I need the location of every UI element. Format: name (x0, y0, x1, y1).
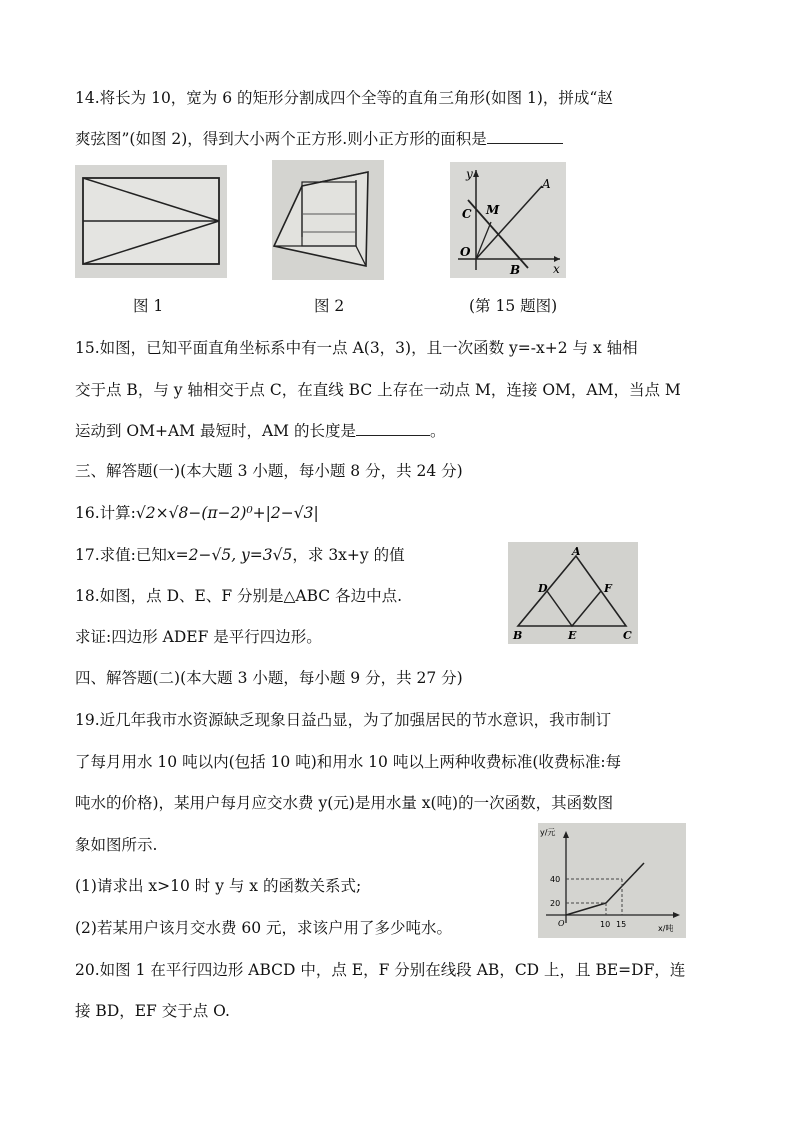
fig18-label-c: C (623, 629, 632, 642)
fig15-label-o: O (460, 245, 471, 259)
q17-prefix: 17.求值:已知 (75, 546, 167, 564)
figure-15-coordinate-plane (450, 162, 566, 278)
q17-suffix: ，求 3x+y 的值 (292, 546, 405, 564)
section-3-title: 三、解答题(一)(本大题 3 小题，每小题 8 分，共 24 分) (75, 462, 463, 480)
q14-answer-blank (487, 129, 563, 144)
fig18-label-b: B (513, 629, 523, 642)
q16-prefix: 16.计算: (75, 504, 136, 522)
fig19-y-axis-label: y/元 (540, 828, 556, 837)
fig15-label-m: M (486, 203, 500, 217)
q19-part-1: (1)请求出 x>10 时 y 与 x 的函数关系式; (75, 877, 362, 895)
q14-line-2 (75, 129, 563, 149)
figure-19-water-fee-graph (538, 823, 686, 938)
fig15-label-y: y (466, 167, 473, 181)
q15-line-1: 15.如图，已知平面直角坐标系中有一点 A(3，3)，且一次函数 y=-x+2 与 x 轴相 (75, 339, 638, 357)
figure-18-triangle (508, 542, 638, 644)
fig19-x-axis-label: x/吨 (658, 924, 674, 933)
q18-line-1: 18.如图，点 D、E、F 分别是△ABC 各边中点. (75, 587, 403, 605)
fig18-label-a: A (572, 545, 581, 558)
q14-line-1: 14.将长为 10，宽为 6 的矩形分割成四个全等的直角三角形(如图 1)，拼成“赵 (75, 89, 613, 107)
q18-line-2: 求证:四边形 ADEF 是平行四边形。 (75, 628, 322, 646)
q15-line-2: 交于点 B，与 y 轴相交于点 C，在直线 BC 上存在一动点 M，连接 OM，AM，当点 M (75, 381, 681, 399)
caption-figure-2: 图 2 (314, 297, 345, 315)
q15-line-3-end: 。 (429, 422, 446, 440)
fig15-label-c: C (462, 207, 472, 221)
fig19-tick-10: 10 (600, 920, 611, 929)
q16-line (75, 503, 319, 523)
fig18-label-f: F (604, 582, 612, 595)
fig18-label-e: E (568, 629, 577, 642)
q15-answer-blank (356, 421, 430, 436)
fig15-label-a: A (542, 177, 551, 191)
q15-line-3 (75, 421, 446, 441)
fig19-tick-20: 20 (550, 899, 561, 908)
fig19-tick-40: 40 (550, 875, 561, 884)
q14-line-2-text: 爽弦图”(如图 2)，得到大小两个正方形.则小正方形的面积是 (75, 130, 487, 148)
fig18-label-d: D (538, 582, 548, 595)
q17-expression: x=2−√5, y=3√5 (166, 546, 293, 564)
fig19-tick-15: 15 (616, 920, 627, 929)
q20-line-2: 接 BD，EF 交于点 O. (75, 1002, 230, 1020)
q17-line (75, 545, 405, 565)
q19-part-2: (2)若某用户该月交水费 60 元，求该户用了多少吨水。 (75, 919, 453, 937)
caption-figure-15: (第 15 题图) (469, 297, 558, 315)
q19-line-2: 了每月用水 10 吨以内(包括 10 吨)和用水 10 吨以上两种收费标准(收费标准:每 (75, 753, 622, 771)
q20-line-1: 20.如图 1 在平行四边形 ABCD 中，点 E，F 分别在线段 AB，CD 上，且 BE=DF，连 (75, 961, 686, 979)
section-4-title: 四、解答题(二)(本大题 3 小题，每小题 9 分，共 27 分) (75, 669, 463, 687)
q16-expression: √2×√8−(π−2)⁰+|2−√3| (135, 504, 319, 522)
fig15-label-x: x (553, 262, 560, 276)
q15-line-3-text: 运动到 OM+AM 最短时，AM 的长度是 (75, 422, 356, 440)
fig19-origin: O (558, 919, 565, 928)
q19-line-4: 象如图所示. (75, 836, 158, 854)
q19-line-1: 19.近几年我市水资源缺乏现象日益凸显，为了加强居民的节水意识，我市制订 (75, 711, 612, 729)
figure-1-rectangle (75, 165, 227, 278)
q19-line-3: 吨水的价格)，某用户每月应交水费 y(元)是用水量 x(吨)的一次函数，其函数图 (75, 794, 614, 812)
figure-2-zhao-shuang-diagram (272, 160, 384, 280)
fig15-label-b: B (510, 263, 521, 277)
caption-figure-1: 图 1 (133, 297, 164, 315)
